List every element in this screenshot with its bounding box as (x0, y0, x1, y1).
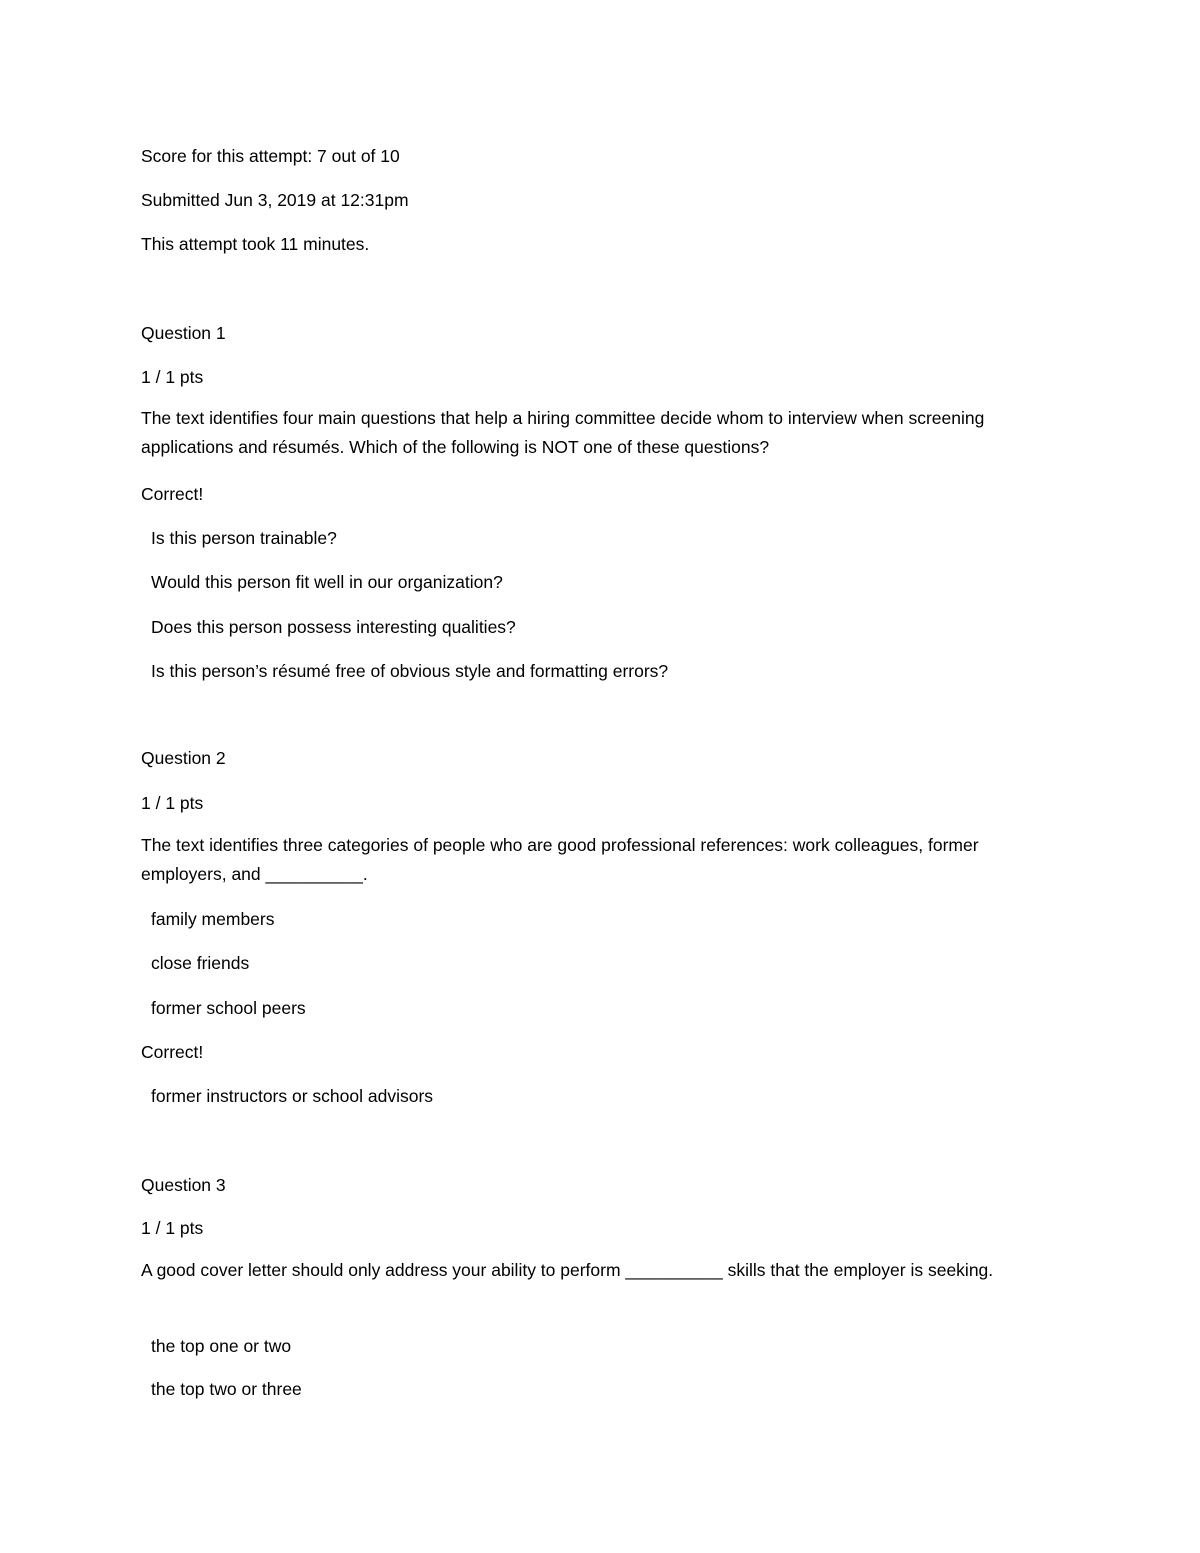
question-3-title: Question 3 (141, 1175, 226, 1195)
question-3-option[interactable]: the top two or three (151, 1379, 302, 1399)
question-2-title: Question 2 (141, 748, 226, 768)
question-1-option[interactable]: Does this person possess interesting qualities? (151, 617, 516, 637)
question-3-points: 1 / 1 pts (141, 1218, 204, 1238)
question-2-correct-label: Correct! (141, 1042, 204, 1062)
question-2-option[interactable]: close friends (151, 953, 250, 973)
question-1-points: 1 / 1 pts (141, 367, 204, 387)
question-2-option[interactable]: family members (151, 909, 275, 929)
duration-text: This attempt took 11 minutes. (141, 234, 370, 254)
question-1-correct-label: Correct! (141, 484, 204, 504)
question-2-option[interactable]: former instructors or school advisors (151, 1086, 434, 1106)
question-2-points: 1 / 1 pts (141, 793, 204, 813)
question-2-text: The text identifies three categories of people who are good professional references: work colleagues, former employers, and __________. (141, 835, 979, 884)
score-text: Score for this attempt: 7 out of 10 (141, 146, 400, 166)
question-1-option[interactable]: Would this person fit well in our organization? (151, 572, 503, 592)
question-3-text: A good cover letter should only address your ability to perform __________ skills that the employer is seeking. (141, 1260, 994, 1280)
question-1-title: Question 1 (141, 323, 226, 343)
submitted-text: Submitted Jun 3, 2019 at 12:31pm (141, 190, 409, 210)
question-2-option[interactable]: former school peers (151, 998, 306, 1018)
question-1-text: The text identifies four main questions that help a hiring committee decide whom to interview when screening applications and résumés. Which of the following is NOT one of these questions? (141, 408, 985, 457)
question-3-option[interactable]: the top one or two (151, 1336, 292, 1356)
question-1-option[interactable]: Is this person’s résumé free of obvious style and formatting errors? (151, 661, 669, 681)
question-1-option[interactable]: Is this person trainable? (151, 528, 337, 548)
